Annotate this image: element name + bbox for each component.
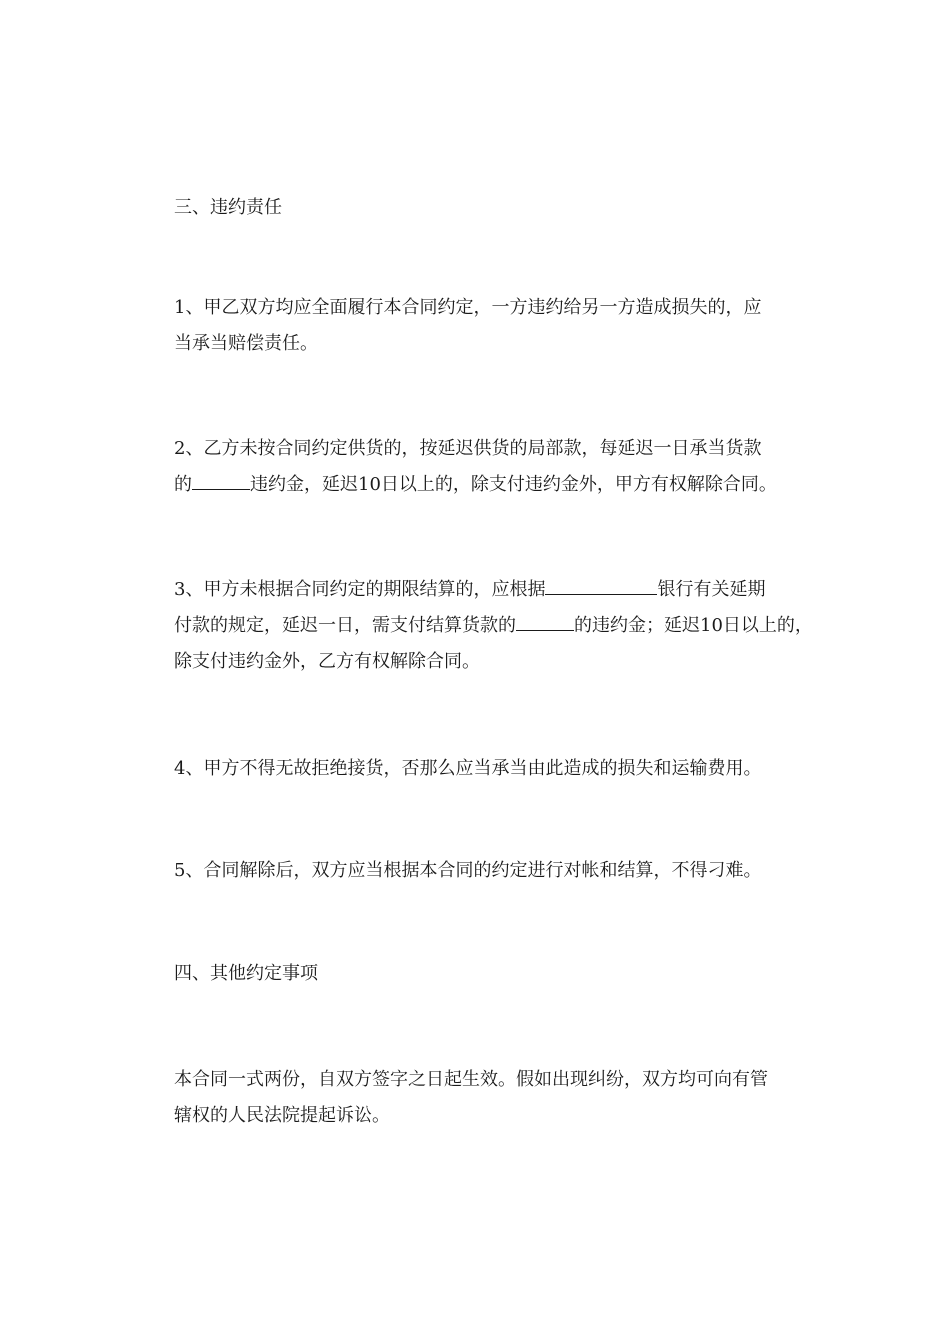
penalty-rate-blank bbox=[192, 469, 250, 490]
closing-paragraph-line-1: 本合同一式两份，自双方签字之日起生效。假如出现纠纷，双方均可向有管 bbox=[174, 1069, 768, 1090]
clause-5-text: 5、合同解除后，双方应当根据本合同的约定进行对帐和结算，不得刁难。 bbox=[174, 860, 762, 881]
clause-2-line-1: 2、乙方未按合同约定供货的，按延迟供货的局部款，每延迟一日承当货款 bbox=[174, 438, 762, 459]
late-payment-rate-blank bbox=[516, 610, 574, 631]
bank-name-blank bbox=[545, 574, 657, 595]
clause-3-line-1-start: 3、甲方未根据合同约定的期限结算的，应根据 bbox=[174, 579, 546, 600]
clause-1-line-1: 1、甲乙双方均应全面履行本合同约定，一方违约给另一方造成损失的，应 bbox=[174, 297, 762, 318]
section-heading-other-text: 四、其他约定事项 bbox=[174, 963, 318, 984]
clause-3-line-1-end: 银行有关延期 bbox=[657, 579, 766, 600]
clause-3-line-2 bbox=[144, 608, 824, 644]
clause-2 bbox=[144, 431, 824, 503]
clause-4 bbox=[144, 751, 824, 787]
closing-paragraph bbox=[144, 1062, 824, 1134]
clause-2-line-2-end: 违约金，延迟10日以上的，除支付违约金外，甲方有权解除合同。 bbox=[250, 474, 777, 495]
clause-3 bbox=[144, 572, 824, 680]
clause-1-line-2: 当承当赔偿责任。 bbox=[174, 333, 318, 354]
clause-3-line-2-end: 的违约金；延迟10日以上的， bbox=[574, 615, 813, 636]
section-heading-breach bbox=[144, 190, 824, 226]
clause-5 bbox=[144, 853, 824, 889]
clause-2-line-2 bbox=[144, 467, 824, 503]
clause-2-line-2-start: 的 bbox=[174, 474, 192, 495]
section-heading-breach-text: 三、违约责任 bbox=[174, 197, 282, 218]
clause-3-line-3: 除支付违约金外，乙方有权解除合同。 bbox=[174, 651, 480, 672]
clause-4-text: 4、甲方不得无故拒绝接货，否那么应当承当由此造成的损失和运输费用。 bbox=[174, 758, 762, 779]
clause-3-line-1 bbox=[144, 572, 824, 608]
clause-1 bbox=[144, 290, 824, 362]
closing-paragraph-line-2: 辖权的人民法院提起诉讼。 bbox=[174, 1105, 390, 1126]
section-heading-other bbox=[144, 956, 824, 992]
clause-3-line-2-start: 付款的规定，延迟一日，需支付结算货款的 bbox=[174, 615, 516, 636]
